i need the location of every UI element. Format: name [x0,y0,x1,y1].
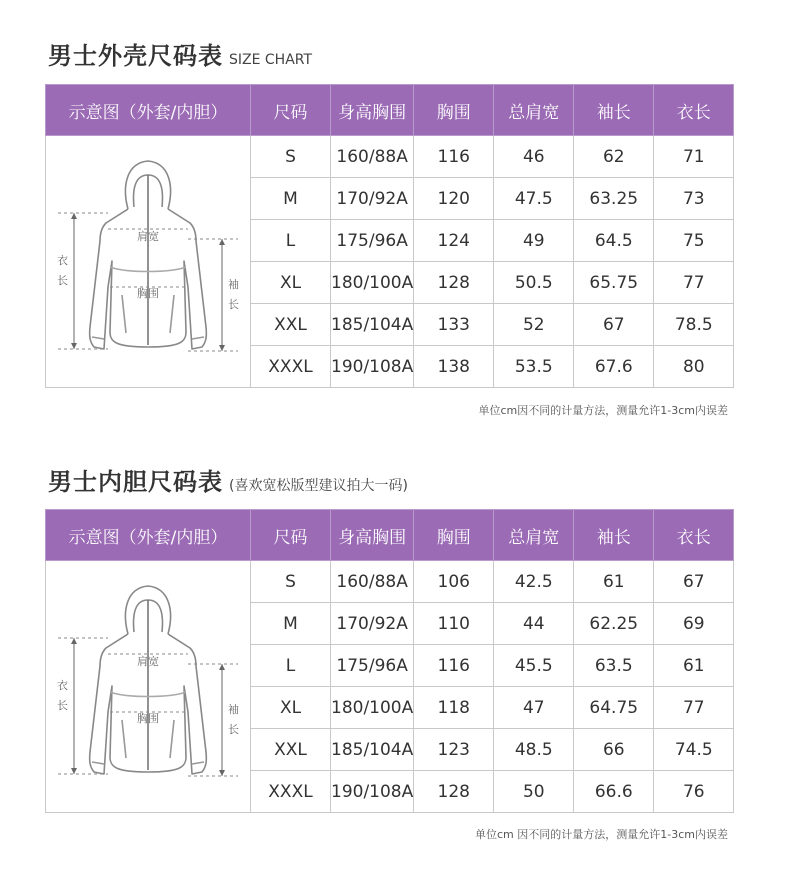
height-chest-cell: 190/108A [331,346,414,388]
chest-cell: 123 [414,729,494,771]
length-cell: 73 [654,178,734,220]
shoulder-cell: 52 [494,304,574,346]
sleeve-cell: 67 [574,304,654,346]
length-cell: 80 [654,346,734,388]
jacket-diagram [46,137,250,387]
chest-label: 胸围 [137,287,159,300]
table-row [46,561,734,603]
length-cell: 61 [654,645,734,687]
size-cell: XXL [251,729,331,771]
header-diagram: 示意图（外套/内胆） [46,85,251,136]
length-cell: 74.5 [654,729,734,771]
height-chest-cell: 170/92A [331,603,414,645]
sleeve-label-1: 袖 [228,278,239,291]
height-chest-cell: 180/100A [331,262,414,304]
length-cell: 76 [654,771,734,813]
height-chest-cell: 185/104A [331,729,414,771]
outer-title-text: 男士外壳尺码表 [48,42,223,70]
inner-subtitle: (喜欢宽松版型建议拍大一码) [229,478,408,494]
shoulder-cell: 46 [494,136,574,178]
header-shoulder: 总肩宽 [494,85,574,136]
header-diagram: 示意图（外套/内胆） [46,510,251,561]
sleeve-label-2: 长 [228,723,239,736]
chest-cell: 128 [414,771,494,813]
sleeve-cell: 64.5 [574,220,654,262]
table-row [46,136,734,178]
shoulder-cell: 47.5 [494,178,574,220]
header-chest: 胸围 [414,85,494,136]
shoulder-cell: 42.5 [494,561,574,603]
header-length: 衣长 [654,510,734,561]
size-cell: S [251,561,331,603]
length-cell: 69 [654,603,734,645]
length-label-2: 长 [57,274,68,287]
sleeve-cell: 62 [574,136,654,178]
shoulder-cell: 49 [494,220,574,262]
outer-measure-note: 单位cm因不同的计量方法，测量允许1-3cm内误差 [478,404,728,417]
header-length: 衣长 [654,85,734,136]
chest-label: 胸围 [137,712,159,725]
length-label-1: 衣 [57,254,68,267]
sleeve-cell: 63.25 [574,178,654,220]
outer-header-row [46,85,734,136]
outer-size-table [45,84,734,388]
height-chest-cell: 175/96A [331,645,414,687]
size-cell: XXXL [251,771,331,813]
header-sleeve: 袖长 [574,85,654,136]
size-cell: L [251,220,331,262]
sleeve-cell: 64.75 [574,687,654,729]
shoulder-cell: 44 [494,603,574,645]
jacket-diagram-cell [46,136,251,388]
sleeve-cell: 66 [574,729,654,771]
size-cell: XL [251,687,331,729]
height-chest-cell: 180/100A [331,687,414,729]
shoulder-cell: 50.5 [494,262,574,304]
header-height-chest: 身高胸围 [331,510,414,561]
header-size: 尺码 [251,85,331,136]
header-size: 尺码 [251,510,331,561]
size-cell: S [251,136,331,178]
length-cell: 78.5 [654,304,734,346]
chest-cell: 120 [414,178,494,220]
inner-title-text: 男士内胆尺码表 [48,468,223,496]
sleeve-label-1: 袖 [228,703,239,716]
chest-cell: 138 [414,346,494,388]
chest-cell: 124 [414,220,494,262]
height-chest-cell: 160/88A [331,136,414,178]
inner-title [48,462,408,497]
header-height-chest: 身高胸围 [331,85,414,136]
sleeve-cell: 67.6 [574,346,654,388]
chest-cell: 133 [414,304,494,346]
length-cell: 67 [654,561,734,603]
shoulder-label: 肩宽 [137,655,159,668]
length-label-1: 衣 [57,679,68,692]
size-cell: XL [251,262,331,304]
inner-header-row [46,510,734,561]
shoulder-cell: 53.5 [494,346,574,388]
shoulder-label: 肩宽 [137,230,159,243]
sleeve-cell: 66.6 [574,771,654,813]
height-chest-cell: 170/92A [331,178,414,220]
length-cell: 75 [654,220,734,262]
shoulder-cell: 50 [494,771,574,813]
size-cell: XXL [251,304,331,346]
outer-subtitle: SIZE CHART [229,52,313,68]
sleeve-cell: 65.75 [574,262,654,304]
height-chest-cell: 185/104A [331,304,414,346]
header-chest: 胸围 [414,510,494,561]
size-cell: M [251,178,331,220]
chest-cell: 106 [414,561,494,603]
chest-cell: 116 [414,645,494,687]
length-cell: 71 [654,136,734,178]
length-label-2: 长 [57,699,68,712]
shoulder-cell: 45.5 [494,645,574,687]
shoulder-cell: 48.5 [494,729,574,771]
sleeve-cell: 61 [574,561,654,603]
sleeve-cell: 62.25 [574,603,654,645]
jacket-diagram [46,562,250,812]
chest-cell: 116 [414,136,494,178]
sleeve-cell: 63.5 [574,645,654,687]
height-chest-cell: 160/88A [331,561,414,603]
header-sleeve: 袖长 [574,510,654,561]
sleeve-label-2: 长 [228,298,239,311]
shoulder-cell: 47 [494,687,574,729]
chest-cell: 118 [414,687,494,729]
length-cell: 77 [654,687,734,729]
height-chest-cell: 190/108A [331,771,414,813]
chest-cell: 110 [414,603,494,645]
inner-size-table [45,509,734,813]
header-shoulder: 总肩宽 [494,510,574,561]
chest-cell: 128 [414,262,494,304]
jacket-diagram-cell [46,561,251,813]
outer-title [48,36,312,71]
size-cell: M [251,603,331,645]
inner-measure-note: 单位cm 因不同的计量方法，测量允许1-3cm内误差 [475,828,728,841]
height-chest-cell: 175/96A [331,220,414,262]
size-cell: L [251,645,331,687]
length-cell: 77 [654,262,734,304]
size-cell: XXXL [251,346,331,388]
